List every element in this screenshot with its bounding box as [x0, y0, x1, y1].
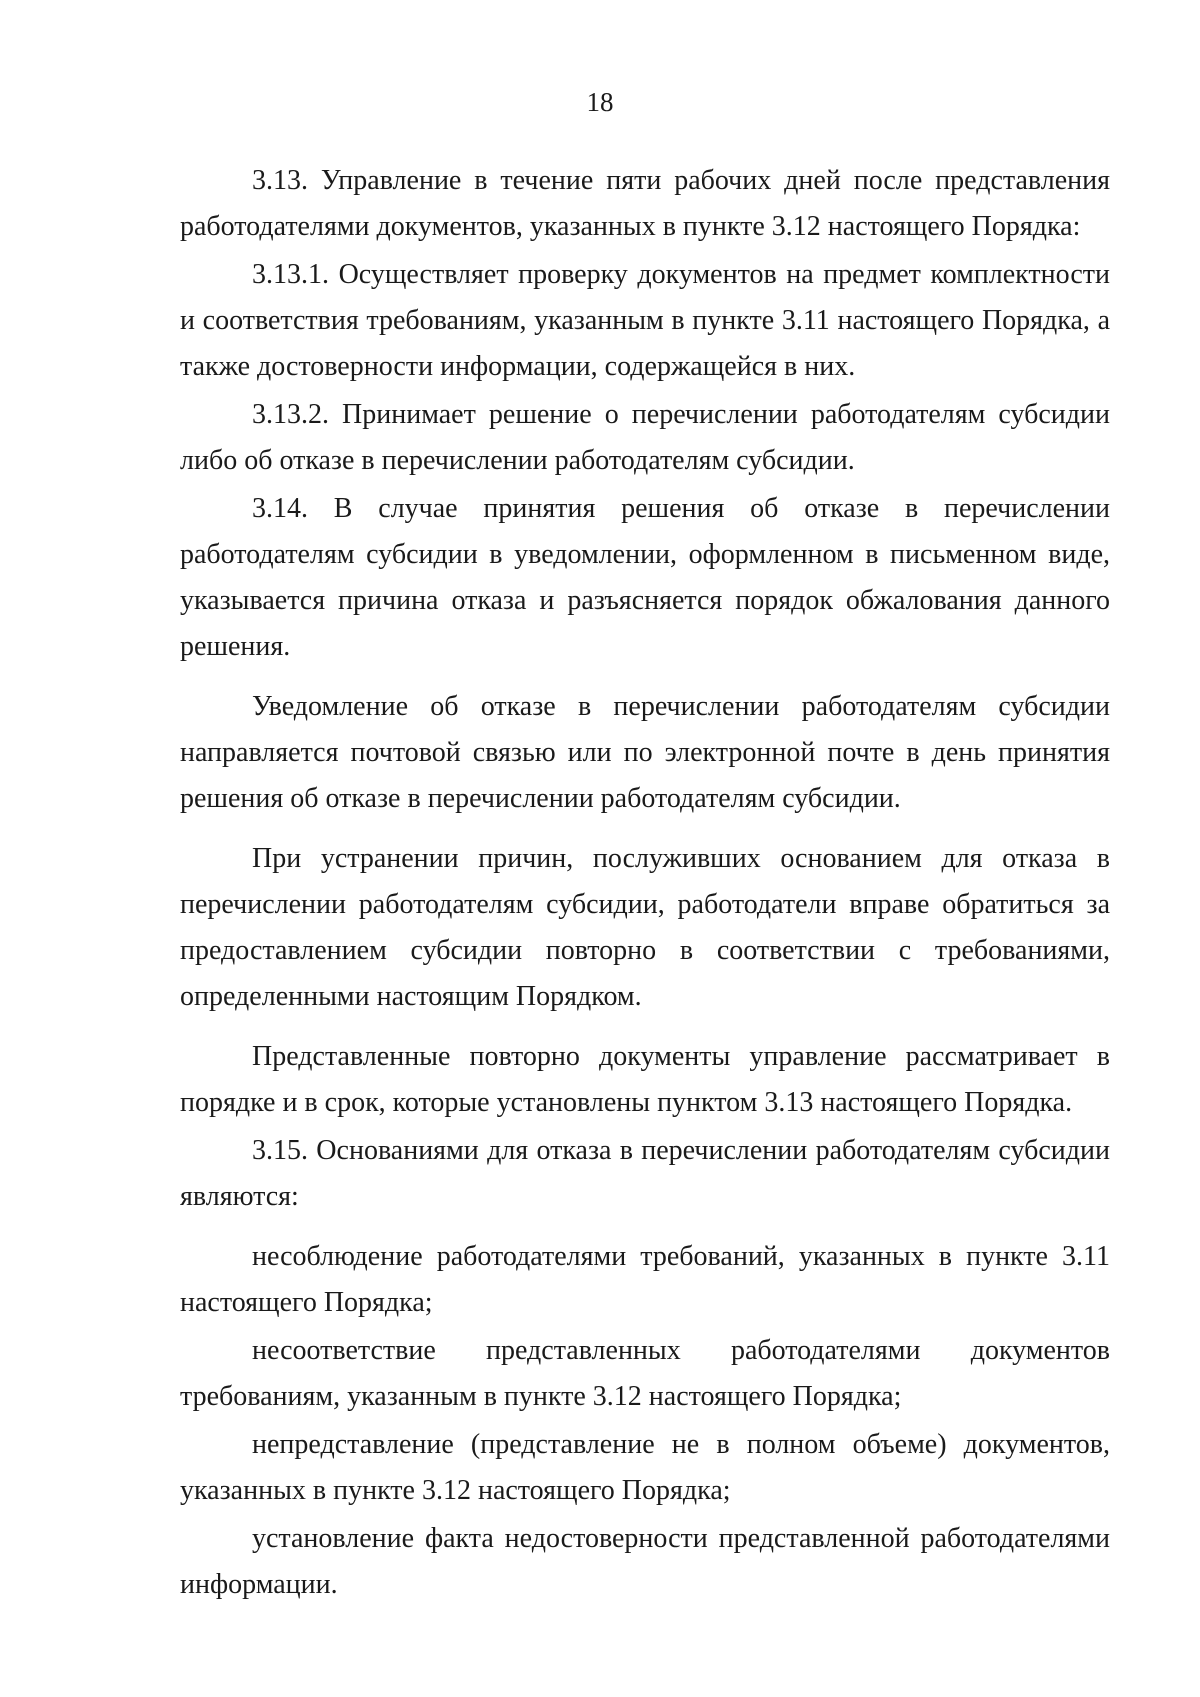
- paragraph-3-13-2: 3.13.2. Принимает решение о перечислении работодателям субсидии либо об отказе в перечислении работодателям субсидии.: [180, 399, 1110, 476]
- paragraph-ground-2: несоответствие представленных работодателями документов требованиям, указанным в пункте 3.12 настоящего Порядка;: [180, 1335, 1110, 1412]
- paragraph-ground-3: непредставление (представление не в полном объеме) документов, указанных в пункте 3.12 настоящего Порядка;: [180, 1429, 1110, 1506]
- paragraph-3-13-1: 3.13.1. Осуществляет проверку документов на предмет комплектности и соответствия требованиям, указанным в пункте 3.11 настоящего Порядка, а также достоверности информации, содержащейся в них.: [180, 259, 1110, 382]
- document-body: [180, 158, 1110, 1610]
- paragraph-review: Представленные повторно документы управление рассматривает в порядке и в срок, которые установлены пунктом 3.13 настоящего Порядка.: [180, 1041, 1110, 1118]
- paragraph-ground-1: несоблюдение работодателями требований, указанных в пункте 3.11 настоящего Порядка;: [180, 1241, 1110, 1318]
- paragraph-3-14: 3.14. В случае принятия решения об отказе в перечислении работодателям субсидии в уведомлении, оформленном в письменном виде, указывается причина отказа и разъясняется порядок обжалования данного решения.: [180, 493, 1110, 662]
- page-number: 18: [586, 87, 614, 117]
- paragraph-notification: Уведомление об отказе в перечислении работодателям субсидии направляется почтовой связью или по электронной почте в день принятия решения об отказе в перечислении работодателям субсидии.: [180, 691, 1110, 814]
- paragraph-3-15: 3.15. Основаниями для отказа в перечислении работодателям субсидии являются:: [180, 1135, 1110, 1212]
- paragraph-3-13: 3.13. Управление в течение пяти рабочих дней после представления работодателями документов, указанных в пункте 3.12 настоящего Порядка:: [180, 165, 1110, 242]
- paragraph-ground-4: установление факта недостоверности представленной работодателями информации.: [180, 1523, 1110, 1600]
- paragraph-resubmission: При устранении причин, послуживших основанием для отказа в перечислении работодателям субсидии, работодатели вправе обратиться за предоставлением субсидии повторно в соответствии с требованиями, определенными настоящим Порядком.: [180, 843, 1110, 1012]
